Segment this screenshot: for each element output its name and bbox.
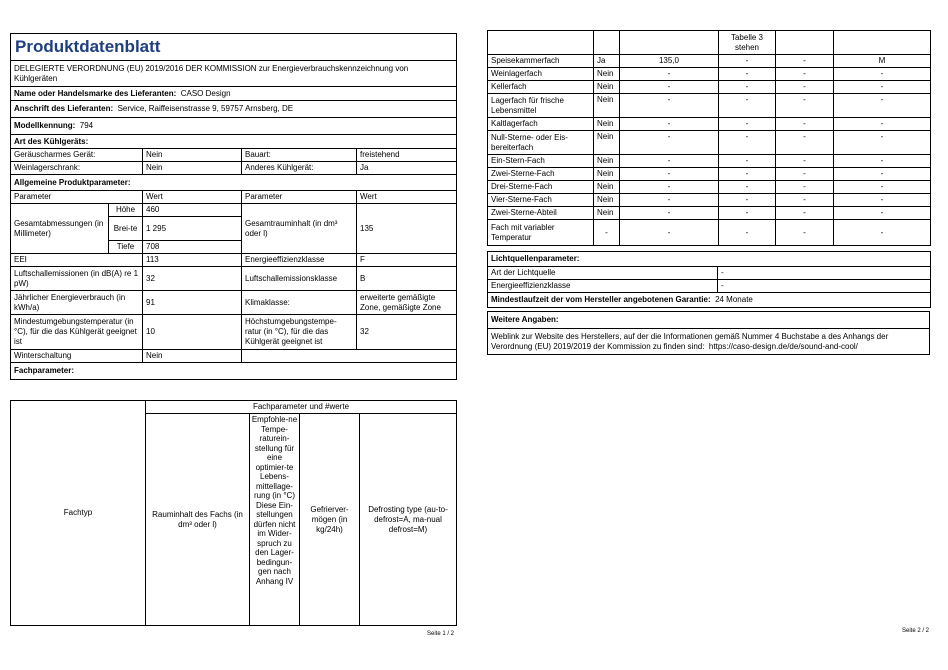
supplier-address-label: Anschrift des Lieferanten: [14, 104, 114, 113]
design-type-label: Bauart: [242, 149, 357, 162]
light-source-header: Lichtquellenparameter: [488, 252, 931, 267]
total-volume-label: Gesamtrauminhalt (in dm³ oder l) [242, 204, 357, 254]
compartment-temp: - [719, 94, 776, 118]
further-info-text [488, 329, 930, 355]
compartment-row [488, 118, 931, 131]
param-header-2: Parameter [242, 191, 357, 204]
compartment-temp: - [719, 55, 776, 68]
compartment-defrost: - [834, 68, 931, 81]
compartment-row [488, 94, 931, 118]
compartment-params-header: Fachparameter: [11, 363, 457, 380]
compartment-volume: - [620, 181, 719, 194]
compartment-defrost: - [834, 181, 931, 194]
dimensions-label: Gesamtabmessungen (in Millimeter) [11, 204, 109, 254]
design-type-value: freistehend [357, 149, 457, 162]
compartment-defrost: - [834, 131, 931, 155]
compartment-name: Zwei-Sterne-Abteil [488, 207, 594, 220]
page-2 [474, 0, 948, 670]
page-number-2: Seite 2 / 2 [902, 628, 930, 634]
further-info-header: Weitere Angaben: [488, 312, 930, 329]
compartment-row [488, 194, 931, 207]
compartment-present: Nein [594, 168, 620, 181]
continuation-empty-1 [488, 31, 594, 55]
compartment-volume: - [620, 94, 719, 118]
compartment-volume: - [620, 68, 719, 81]
continuation-empty-3 [620, 31, 719, 55]
further-info-table [487, 311, 930, 355]
regulation-text: DELEGIERTE VERORDNUNG (EU) 2019/2016 DER KOMMISSION zur Energieverbrauchskennzeichnung von Kühlgeräten [11, 61, 457, 87]
compartment-freeze: - [776, 220, 834, 246]
height-label: Höhe [109, 204, 143, 217]
compartment-defrost: - [834, 94, 931, 118]
continuation-empty-5 [834, 31, 931, 55]
compartment-defrost: - [834, 168, 931, 181]
empty-cell [242, 350, 457, 363]
compartment-name: Kaltlagerfach [488, 118, 594, 131]
compartment-freeze: - [776, 94, 834, 118]
light-source-table [487, 251, 931, 308]
model-label: Modellkennung: [14, 121, 76, 130]
compartment-defrost: - [834, 194, 931, 207]
compartment-volume: - [620, 131, 719, 155]
compartment-temp: - [719, 68, 776, 81]
compartment-volume: - [620, 207, 719, 220]
compartment-present: Nein [594, 181, 620, 194]
model-row [11, 118, 457, 135]
supplier-name-row [11, 87, 457, 101]
depth-label: Tiefe [109, 241, 143, 254]
compartment-row [488, 181, 931, 194]
compartment-freeze: - [776, 118, 834, 131]
compartment-name: Lagerfach für frische Lebensmittel [488, 94, 594, 118]
wine-cabinet-label: Weinlagerschrank: [11, 162, 143, 175]
page-title: Produktdatenblatt [11, 34, 457, 61]
compartment-volume: - [620, 194, 719, 207]
compartment-defrost: - [834, 118, 931, 131]
compartment-temp: - [719, 118, 776, 131]
compartment-volume: - [620, 118, 719, 131]
value-header-2: Wert [357, 191, 457, 204]
compartment-defrost: - [834, 155, 931, 168]
compartment-present: Nein [594, 81, 620, 94]
compartment-freeze: - [776, 207, 834, 220]
compartment-type-label: Fachtyp [11, 401, 146, 626]
compartment-name: Kellerfach [488, 81, 594, 94]
compartment-present: Nein [594, 194, 620, 207]
compartment-name: Drei-Sterne-Fach [488, 181, 594, 194]
compartment-header-table [10, 400, 457, 626]
compartment-present: Ja [594, 55, 620, 68]
general-params-header: Allgemeine Produktparameter: [11, 175, 457, 191]
compartment-present: Nein [594, 94, 620, 118]
model-value: 794 [79, 121, 94, 130]
winter-switch-value: Nein [143, 350, 242, 363]
compartment-row [488, 68, 931, 81]
other-appliance-value: Ja [357, 162, 457, 175]
compartment-temp: - [719, 155, 776, 168]
compartment-freeze: - [776, 194, 834, 207]
min-temp-label: Mindestumgebungstemperatur (in °C), für die das Kühlgerät geeignet ist [11, 315, 143, 350]
compartment-temp: - [719, 181, 776, 194]
eei-label: EEI [11, 254, 143, 267]
compartment-row [488, 155, 931, 168]
compartment-params-label: Fachparameter und #werte [146, 401, 457, 414]
light-class-value: - [718, 280, 931, 293]
supplier-name-value: CASO Design [180, 88, 231, 98]
max-temp-value: 32 [357, 315, 457, 350]
param-header-1: Parameter [11, 191, 143, 204]
width-label: Brei-te [109, 217, 143, 241]
datasheet-table-page-1 [10, 33, 457, 380]
compartment-freeze: - [776, 168, 834, 181]
compartment-present: Nein [594, 68, 620, 81]
compartment-row [488, 220, 931, 246]
width-value: 1 295 [143, 217, 242, 241]
depth-value: 708 [143, 241, 242, 254]
compartment-name: Vier-Sterne-Fach [488, 194, 594, 207]
compartment-row [488, 55, 931, 68]
annual-consumption-value: 91 [143, 291, 242, 315]
warranty-row [488, 293, 931, 308]
compartment-defrost: - [834, 220, 931, 246]
compartment-temp: - [719, 220, 776, 246]
energy-class-label: Energieeffizienzklasse [242, 254, 357, 267]
compartment-present: Nein [594, 155, 620, 168]
compartment-volume: - [620, 220, 719, 246]
continuation-empty-4 [776, 31, 834, 55]
noise-label: Luftschallemissionen (in dB(A) re 1 pW) [11, 267, 143, 291]
other-appliance-label: Anderes Kühlgerät: [242, 162, 357, 175]
compartment-freeze: - [776, 68, 834, 81]
total-volume-value: 135 [357, 204, 457, 254]
continuation-text: Tabelle 3 stehen [719, 31, 776, 55]
compartment-row [488, 81, 931, 94]
compartment-row [488, 168, 931, 181]
page-number-1: Seite 1 / 2 [427, 631, 455, 637]
noise-value: 32 [143, 267, 242, 291]
col-freeze-label: Gefrierver-mögen (in kg/24h) [300, 414, 360, 626]
light-type-label: Art der Lichtquelle [488, 267, 718, 280]
eei-value: 113 [143, 254, 242, 267]
compartment-present: Nein [594, 131, 620, 155]
value-header-1: Wert [143, 191, 242, 204]
compartment-name: Weinlagerfach [488, 68, 594, 81]
compartment-volume: 135,0 [620, 55, 719, 68]
appliance-type-header: Art des Kühlgeräts: [11, 135, 457, 149]
winter-switch-label: Winterschaltung [11, 350, 143, 363]
climate-class-label: Klimaklasse: [242, 291, 357, 315]
supplier-address-value: Service, Raiffeisenstrasse 9, 59757 Arnsberg, DE [117, 104, 294, 113]
supplier-name-label: Name oder Handelsmarke des Lieferanten: [14, 88, 177, 98]
compartment-name: Speisekammerfach [488, 55, 594, 68]
height-value: 460 [143, 204, 242, 217]
compartment-freeze: - [776, 55, 834, 68]
min-temp-value: 10 [143, 315, 242, 350]
light-class-label: Energieeffizienzklasse [488, 280, 718, 293]
compartment-defrost: M [834, 55, 931, 68]
compartment-present: Nein [594, 207, 620, 220]
light-type-value: - [718, 267, 931, 280]
compartment-present: Nein [594, 118, 620, 131]
supplier-address-row [11, 101, 457, 118]
compartment-volume: - [620, 168, 719, 181]
compartment-temp: - [719, 131, 776, 155]
compartment-temp: - [719, 168, 776, 181]
wine-cabinet-value: Nein [143, 162, 242, 175]
compartment-present: - [594, 220, 620, 246]
compartment-volume: - [620, 155, 719, 168]
compartment-name: Zwei-Sterne-Fach [488, 168, 594, 181]
noise-class-value: B [357, 267, 457, 291]
col-defrost-label: Defrosting type (au-to-defrost=A, ma-nual defrost=M) [360, 414, 457, 626]
compartment-freeze: - [776, 81, 834, 94]
warranty-value: 24 Monate [715, 295, 753, 304]
continuation-empty-2 [594, 31, 620, 55]
compartment-freeze: - [776, 131, 834, 155]
compartment-defrost: - [834, 207, 931, 220]
compartment-volume: - [620, 81, 719, 94]
col-temp-label: Empfohle-ne Tempe-raturein-stellung für eine optimier-te Lebens-mittellage-rung (in °C) Diese Ein-stellungen dürfen nicht im Wider-spruch zu den Lager-bedingun-gen nach Anhang IV [250, 414, 300, 626]
col-volume-label: Rauminhalt des Fachs (in dm³ oder l) [146, 414, 250, 626]
climate-class-value: erweiterte gemäßigte Zone, gemäßigte Zone [357, 291, 457, 315]
compartments-table [487, 30, 931, 246]
compartment-name: Fach mit variabler Temperatur [488, 220, 594, 246]
compartment-row [488, 131, 931, 155]
max-temp-label: Höchstumgebungstempe-ratur (in °C), für die das Kühlgerät geeignet ist [242, 315, 357, 350]
warranty-label: Mindestlaufzeit der vom Hersteller angebotenen Garantie: [491, 295, 711, 304]
further-info-description: Weblink zur Website des Herstellers, auf der die Informationen gemäß Nummer 4 Buchstabe a des Anhangs der Verordnung (EU) 2019/2019 der Kommission zu finden sind: [491, 331, 889, 351]
compartment-freeze: - [776, 155, 834, 168]
annual-consumption-label: Jährlicher Energieverbrauch (in kWh/a) [11, 291, 143, 315]
compartment-name: Ein-Stern-Fach [488, 155, 594, 168]
compartment-temp: - [719, 194, 776, 207]
compartment-freeze: - [776, 181, 834, 194]
compartment-defrost: - [834, 81, 931, 94]
low-noise-value: Nein [143, 149, 242, 162]
compartment-name: Null-Sterne- oder Eis-bereiterfach [488, 131, 594, 155]
compartment-row [488, 207, 931, 220]
low-noise-label: Geräuscharmes Gerät: [11, 149, 143, 162]
compartment-temp: - [719, 207, 776, 220]
compartment-temp: - [719, 81, 776, 94]
energy-class-value: F [357, 254, 457, 267]
noise-class-label: Luftschallemissionsklasse [242, 267, 357, 291]
manufacturer-link[interactable]: https://caso-design.de/de/sound-and-cool/ [708, 341, 858, 351]
